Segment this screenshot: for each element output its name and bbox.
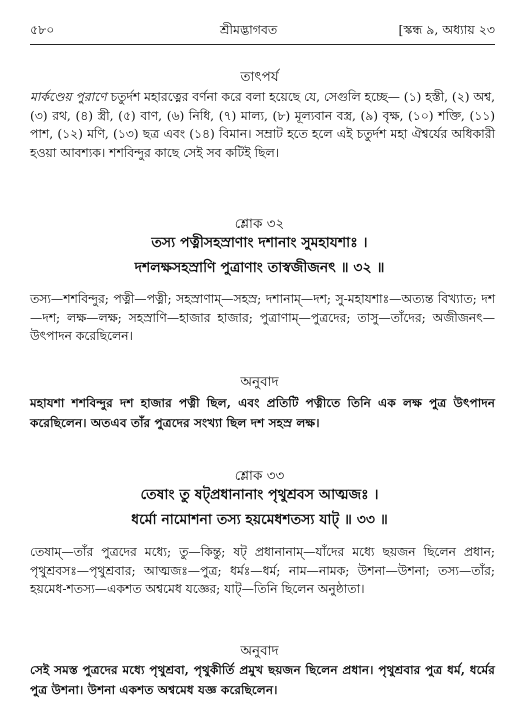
running-title: শ্রীমদ্ভাগবত	[220, 22, 278, 37]
purport-body: চতুর্দশ মহারত্নের বর্ণনা করে বলা হয়েছে যে, সেগুলি হচ্ছে— (১) হস্তী, (২) অশ্ব, (৩) রথ, (৪) স্ত্রী, (৫) বাণ, (৬) নিধি, (৭) মাল্য, (৮) মূল্যবান বস্ত্র, (৯) বৃক্ষ, (১০) শক্তি, (১১) পাশ, (১২) মণি, (১৩) ছত্র এবং (১৪) বিমান। সম্রাট হতে হলে এই চতুর্দশ মহা ঐশ্বর্যের অধিকারী হওয়া আবশ্যক। শশবিন্দুর কাছে সেই সব কটিই ছিল।	[30, 90, 495, 160]
purport-italic-lead: মার্কণ্ডেয় পুরাণে	[30, 90, 107, 104]
verse-33-line-1: তেষাং তু ষট্প্রধানানাং পৃথুশ্রবস আত্মজঃ ।	[140, 487, 379, 503]
verse-32-synonyms: তস্য—শশবিন্দুর; পত্নী—পত্নী; সহস্রাণাম্—সহস্র; দশানাম্—দশ; সু-মহাযশাঃ—অত্যন্ত বিখ্যাত; দশ—দশ; লক্ষ—লক্ষ; সহস্রাণি—হাজার হাজার; পুত্রাণাম্—পুত্রদের; তাসু—তাঁদের; অজীজনৎ—উৎপাদন করেছিলেন।	[30, 292, 495, 344]
verse-33-line-2: ধর্মো নামোশনা তস্য হয়মেধশতস্য যাট্ ॥ ৩৩ ॥	[131, 512, 388, 528]
section-reference: [স্কন্ধ ৯, অধ্যায় ২৩	[398, 22, 495, 37]
verse-32-heading: শ্লোক ৩২	[234, 216, 285, 232]
verse-33-heading: শ্লোক ৩৩	[234, 468, 285, 484]
verse-33-translation-heading: অনুবাদ	[240, 643, 279, 659]
verse-32-line-1: তস্য পত্নীসহস্রাণাং দশানাং সুমহাযশাঃ ।	[151, 235, 368, 251]
verse-32-line-2: দশলক্ষসহস্রাণি পুত্রাণাং তাস্বজীজনৎ ॥ ৩২ ॥	[134, 260, 385, 276]
header-rule	[30, 44, 495, 45]
verse-33-translation: সেই সমস্ত পুত্রদের মধ্যে পৃথুশ্রবা, পৃথুকীর্তি প্রমুখ ছয়জন ছিলেন প্রধান। পৃথুশ্রবার পুত্র ধর্ম, ধর্মের পুত্র উশনা। উশনা একশত অশ্বমেধ যজ্ঞ করেছিলেন।	[30, 663, 495, 697]
purport-paragraph	[30, 88, 495, 162]
verse-32-translation-heading: অনুবাদ	[240, 374, 279, 390]
verse-33-synonyms: তেষাম্—তাঁর পুত্রদের মধ্যে; তু—কিন্তু; ষট্ প্রধানানাম্—যাঁদের মধ্যে ছয়জন ছিলেন প্রধান; পৃথুশ্রবসঃ—পৃথুশ্রবার; আত্মজঃ—পুত্র; ধর্মঃ—ধর্ম; নাম—নামক; উশনা—উশনা; তস্য—তাঁর; হয়মেধ-শতস্য—একশত অশ্বমেধ যজ্ঞের; যাট্—তিনি ছিলেন অনুষ্ঠাতা।	[30, 545, 495, 597]
verse-32-translation: মহাযশা শশবিন্দুর দশ হাজার পত্নী ছিল, এবং প্রতিটি পত্নীতে তিনি এক লক্ষ পুত্র উৎপাদন করেছিলেন। অতএব তাঁর পুত্রদের সংখ্যা ছিল দশ সহস্র লক্ষ।	[30, 396, 495, 430]
purport-heading: তাৎপর্য	[240, 69, 279, 85]
page-number: ৫৮০	[30, 22, 55, 37]
